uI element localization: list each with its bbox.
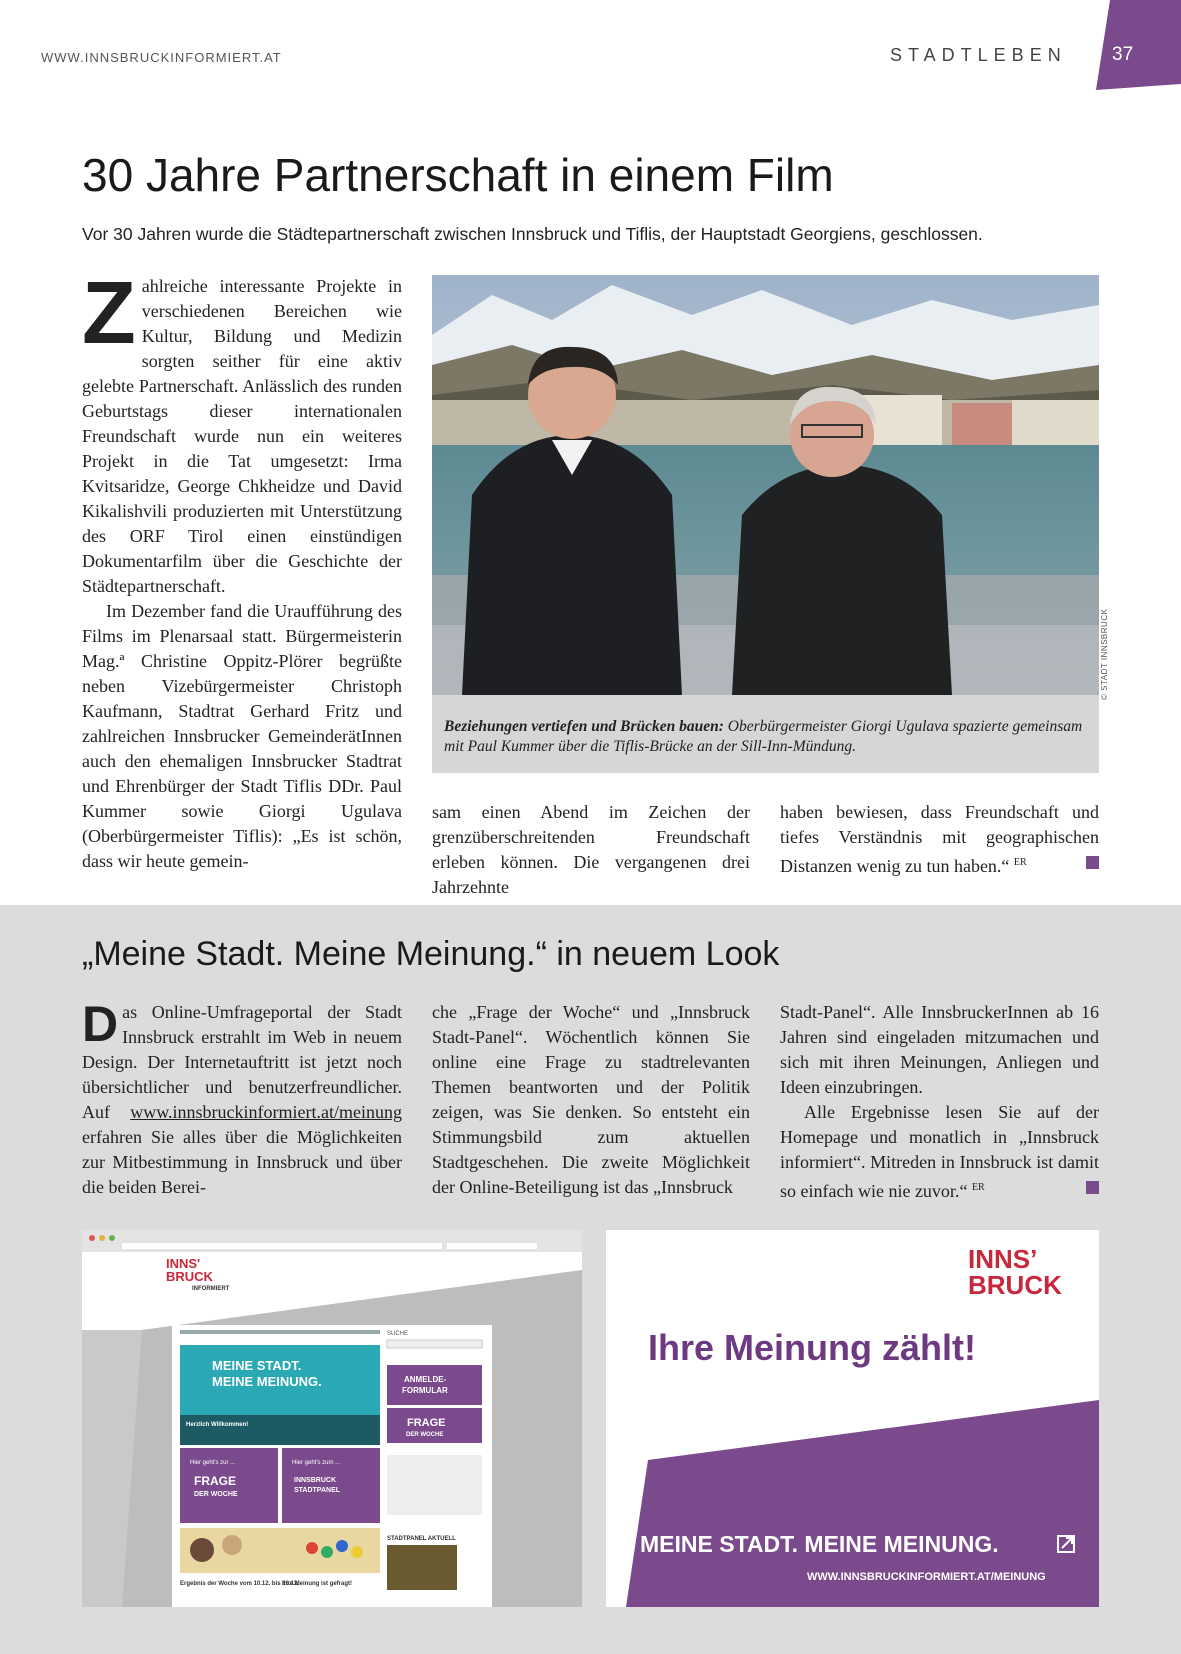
- svg-text:FRAGE: FRAGE: [194, 1474, 236, 1488]
- screenshot-logo: INNS': [166, 1256, 201, 1271]
- article-2-title: „Meine Stadt. Meine Meinung.“ in neuem Look: [82, 935, 780, 973]
- column-3-paragraph-2: Alle Ergebnisse lesen Sie auf der Homepage und monatlich in „Innsbruck informiert“. Mitreden in Innsbruck ist damit so einfach wie nie zuvor.“ $^{ER}$: [780, 1102, 1099, 1201]
- svg-text:INNSBRUCK: INNSBRUCK: [294, 1477, 336, 1484]
- svg-text:FRAGE: FRAGE: [407, 1417, 446, 1429]
- photo-credit: © STADT INNSBRUCK: [1100, 608, 1109, 700]
- article-title: 30 Jahre Partnerschaft in einem Film: [82, 149, 834, 201]
- article-column-3: [780, 800, 1099, 879]
- photo-caption: [432, 695, 1099, 773]
- svg-text:Hier geht's zum ...: Hier geht's zum ...: [292, 1460, 341, 1466]
- article-column-2: sam einen Abend im Zeichen der grenzüberschreitenden Freundschaft erleben können. Die vergangenen drei Jahrzehnte: [432, 802, 750, 897]
- svg-text:SUCHE: SUCHE: [387, 1331, 409, 1337]
- section-label: STADTLEBEN: [890, 45, 1067, 65]
- svg-text:ANMELDE-: ANMELDE-: [404, 1375, 447, 1384]
- svg-text:BRUCK: BRUCK: [968, 1270, 1062, 1300]
- screenshot-banner: MEINE STADT.: [212, 1358, 302, 1373]
- caption-bold: Beziehungen vertiefen und Brücken bauen:: [444, 718, 724, 735]
- svg-text:Ergebnis der Woche vom 10.12.: Ergebnis der Woche vom 10.12. bis 16.12.: [180, 1581, 299, 1587]
- ad-headline: Ihre Meinung zählt!: [648, 1327, 976, 1368]
- svg-text:INFORMIERT: INFORMIERT: [192, 1286, 230, 1292]
- drop-cap: D: [82, 996, 119, 1052]
- page-tab: [1096, 0, 1181, 90]
- paragraph-2: Im Dezember fand die Uraufführung des Films im Plenarsaal statt. Bürgermeisterin Mag.ª Christine Oppitz-Plörer begrüßte neben Vizebürgermeister Christoph Kaufmann, Stadtrat Gerhard Fritz und zahlreichen Innsbrucker GemeinderätInnen auch den ehemaligen Innsbrucker Stadtrat und Ehrenbürger der Stadt Tiflis DDr. Paul Kummer sowie Giorgi Ugulava (Oberbürgermeister Tiflis): „Es ist schön, dass wir heute gemein-: [82, 601, 402, 871]
- ad-slogan: MEINE STADT. MEINE MEINUNG.: [640, 1531, 999, 1557]
- ad-logo: INNS’: [968, 1244, 1038, 1274]
- svg-text:STADTPANEL: STADTPANEL: [294, 1487, 341, 1494]
- paragraph-1: ahlreiche interessante Projekte in verschiedenen Bereichen wie Kultur, Bildung und Medizin sorgten seither für eine aktiv gelebte Partnerschaft. Anlässlich des runden Geburtstags dieser internationalen Freundschaft wurde nun ein weiteres Projekt in die Tat umgesetzt: Irma Kvitsaridze, George Chkheidze und David Kikalishvili produzierten mit Unterstützung des ORF Tirol einen einstündigen Dokumentarfilm über die Geschichte der Städtepartnerschaft.: [82, 276, 402, 596]
- svg-text:STADTPANEL AKTUELL: STADTPANEL AKTUELL: [387, 1536, 456, 1542]
- svg-text:Hier geht's zur ...: Hier geht's zur ...: [190, 1460, 236, 1466]
- svg-text:Herzlich Willkommen!: Herzlich Willkommen!: [186, 1422, 249, 1428]
- svg-text:DER WOCHE: DER WOCHE: [194, 1491, 238, 1498]
- article-2-column-3: [780, 1000, 1099, 1204]
- advertisement: [606, 1230, 1099, 1607]
- article-photo: [432, 275, 1099, 695]
- author-initials: ER: [971, 1182, 985, 1193]
- svg-text:Ihre Meinung ist gefragt!: Ihre Meinung ist gefragt!: [282, 1581, 353, 1587]
- svg-text:MEINE MEINUNG.: MEINE MEINUNG.: [212, 1374, 322, 1389]
- author-initials: ER: [1013, 857, 1027, 868]
- ad-url: WWW.INNSBRUCKINFORMIERT.AT/MEINUNG: [807, 1571, 1046, 1583]
- column-1-text-a: as Online-Umfrageportal der Stadt Innsbruck erstrahlt im Web in neuem Design. Der Internetauftritt ist jetzt noch übersichtlicher und benutzerfreundlicher. Auf: [82, 1002, 402, 1122]
- website-screenshot: [82, 1230, 582, 1607]
- meinung-link[interactable]: www.innsbruckinformiert.at/meinung: [130, 1102, 402, 1122]
- article-2-column-1: [82, 996, 402, 1200]
- article-lead: Vor 30 Jahren wurde die Städtepartnerschaft zwischen Innsbruck und Tiflis, der Hauptstadt Georgiens, geschlossen.: [82, 224, 983, 244]
- end-mark-icon: [1086, 1181, 1099, 1194]
- article-column-1: [82, 263, 402, 874]
- column-3-paragraph-1: Stadt-Panel“. Alle InnsbruckerInnen ab 16 Jahren sind eingeladen mitzumachen und sich mit ihren Meinungen, Anliegen und Ideen einzubringen.: [780, 1002, 1099, 1097]
- column-1-text-b: erfahren Sie alles über die Möglichkeiten zur Mitbestimmung in Innsbruck und über die beiden Berei-: [82, 1127, 402, 1197]
- caption-text: Oberbürgermeister Giorgi Ugulava spazierte gemeinsam mit Paul Kummer über die Tiflis-Brücke an der Sill-Inn-Mündung.: [444, 718, 1083, 755]
- svg-text:FORMULAR: FORMULAR: [402, 1386, 448, 1395]
- end-mark-icon: [1086, 856, 1099, 869]
- svg-text:DER WOCHE: DER WOCHE: [406, 1432, 444, 1438]
- column-3-text: haben bewiesen, dass Freundschaft und tiefes Verständnis mit geographischen Distanzen wenig zu tun haben.“: [780, 802, 1099, 876]
- svg-text:BRUCK: BRUCK: [166, 1269, 213, 1284]
- drop-cap: Z: [82, 263, 136, 362]
- article-2-column-2: che „Frage der Woche“ und „Innsbruck Stadt-Panel“. Wöchentlich können Sie online eine Frage zu stadtrelevanten Themen beantworten und der Politik zeigen, was Sie denken. So entsteht ein Stimmungsbild zum aktuellen Stadtgeschehen. Die zweite Möglichkeit der Online-Beteiligung ist das „Innsbruck: [432, 1002, 750, 1197]
- page-number: 37: [1112, 44, 1134, 65]
- site-url: WWW.INNSBRUCKINFORMIERT.AT: [41, 50, 282, 65]
